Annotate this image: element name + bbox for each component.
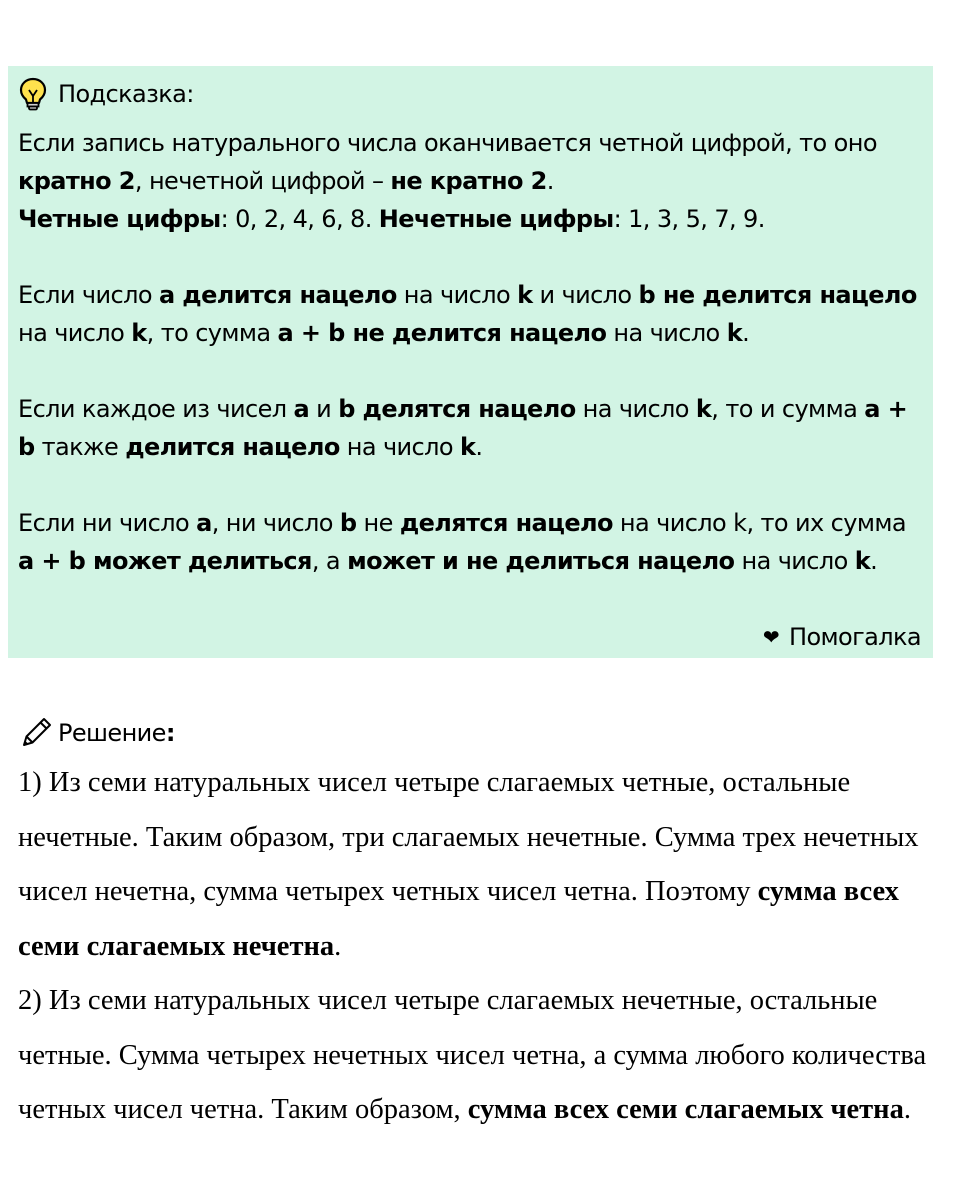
hint-text: на число — [575, 395, 696, 423]
solution-text: . — [334, 930, 342, 962]
hint-text: и — [309, 395, 339, 423]
hint-text: на число — [339, 433, 460, 461]
hint-box — [8, 66, 933, 658]
solution-title-colon: : — [165, 719, 175, 747]
hint-text: Если каждое из чисел — [18, 395, 294, 423]
hint-bold-text: делится нацело — [125, 433, 340, 461]
hint-paragraph-even-digits — [18, 124, 923, 200]
hint-paragraph-rule-1 — [18, 276, 923, 352]
hint-bold-text: k — [131, 319, 147, 347]
hint-paragraph-digit-lists — [18, 200, 923, 238]
paragraph-gap — [18, 352, 923, 390]
hint-bold-text: не кратно 2 — [390, 167, 547, 195]
hint-title: Подсказка: — [58, 80, 194, 108]
hint-bold-text: a — [196, 509, 212, 537]
hint-text: и число — [532, 281, 639, 309]
hint-text: на число — [396, 281, 518, 309]
hint-text: на число — [606, 319, 727, 347]
solution-body — [18, 756, 938, 1138]
solution-title: Решение — [58, 719, 166, 747]
hint-text: : 1, 3, 5, 7, 9. — [613, 205, 765, 233]
solution-case-2 — [18, 974, 938, 1138]
hint-text: на число — [734, 547, 855, 575]
hint-bold-text: b делятся нацело — [338, 395, 576, 423]
solution-text: . — [903, 1094, 911, 1125]
hint-bold-text: a + b не делится нацело — [277, 319, 607, 347]
paragraph-gap — [18, 466, 923, 504]
hint-bold-text: k — [726, 319, 743, 347]
hint-bold-text: b не делится нацело — [638, 281, 917, 309]
hint-bold-text: a + b — [18, 395, 908, 461]
hint-text: Если запись натурального числа оканчивается четной цифрой, то оно — [18, 129, 877, 157]
hint-bold-text: k — [854, 547, 871, 575]
solution-bold-text: сумма всех семи слагаемых нечетна — [18, 876, 899, 962]
pencil-icon — [18, 715, 54, 751]
hint-text: : 0, 2, 4, 6, 8. — [220, 205, 379, 233]
hint-paragraph-rule-3 — [18, 504, 923, 580]
hint-bold-text: делятся нацело — [399, 509, 613, 537]
solution-header — [18, 710, 938, 756]
solution-text: 2) Из семи натуральных чисел четыре слагаемых нечетные, остальные четные. Сумма четырех нечетных чисел четна, а сумма любого количества четных чисел четна. Таким образом, — [18, 985, 927, 1125]
hint-text: . — [546, 167, 554, 195]
hint-text: не — [356, 509, 400, 537]
hint-paragraph-rule-2 — [18, 390, 923, 466]
credit-label: Помогалка — [789, 623, 921, 651]
hint-bold-text: k — [695, 395, 712, 423]
hint-text: . — [475, 433, 483, 461]
hint-text: Если ни число — [18, 509, 197, 537]
hint-text: , то сумма — [146, 319, 278, 347]
lightbulb-icon — [18, 77, 48, 111]
hint-text: также — [34, 433, 126, 461]
hint-text: , нечетной цифрой – — [134, 167, 391, 195]
hint-text: , то и сумма — [711, 395, 865, 423]
hint-bold-text: может и не делиться нацело — [347, 547, 735, 575]
solution-section — [18, 710, 938, 1138]
hint-text: . — [742, 319, 750, 347]
solution-case-1 — [18, 756, 938, 974]
hint-bold-text: k — [517, 281, 533, 309]
hint-bold-text: b — [339, 509, 357, 537]
heart-icon: ❤ — [762, 625, 780, 649]
hint-text: , ни число — [211, 509, 340, 537]
hint-bold-text: k — [460, 433, 476, 461]
hint-bold-text: Четные цифры — [18, 205, 221, 233]
credit — [763, 618, 921, 656]
solution-text: 1) Из семи натуральных чисел четыре слагаемых четные, остальные нечетные. Таким образом, три слагаемых нечетные. Сумма трех нечетных чисел нечетна, сумма четырех четных чисел четна. Поэтому — [18, 767, 919, 907]
hint-header — [18, 74, 923, 114]
hint-text: на число — [18, 319, 132, 347]
paragraph-gap — [18, 238, 923, 276]
hint-bold-text: Нечетные цифры — [378, 205, 614, 233]
hint-bold-text: a + b может делиться — [18, 547, 312, 575]
hint-body — [18, 124, 923, 580]
hint-bold-text: a — [293, 395, 310, 423]
solution-bold-text: сумма всех семи слагаемых четна — [467, 1094, 904, 1125]
hint-text: на число k, то их сумма — [612, 509, 906, 537]
hint-text: , а — [311, 547, 348, 575]
hint-bold-text: a делится нацело — [158, 281, 397, 309]
hint-text: . — [870, 547, 878, 575]
hint-bold-text: кратно 2 — [18, 167, 135, 195]
hint-text: Если число — [18, 281, 159, 309]
